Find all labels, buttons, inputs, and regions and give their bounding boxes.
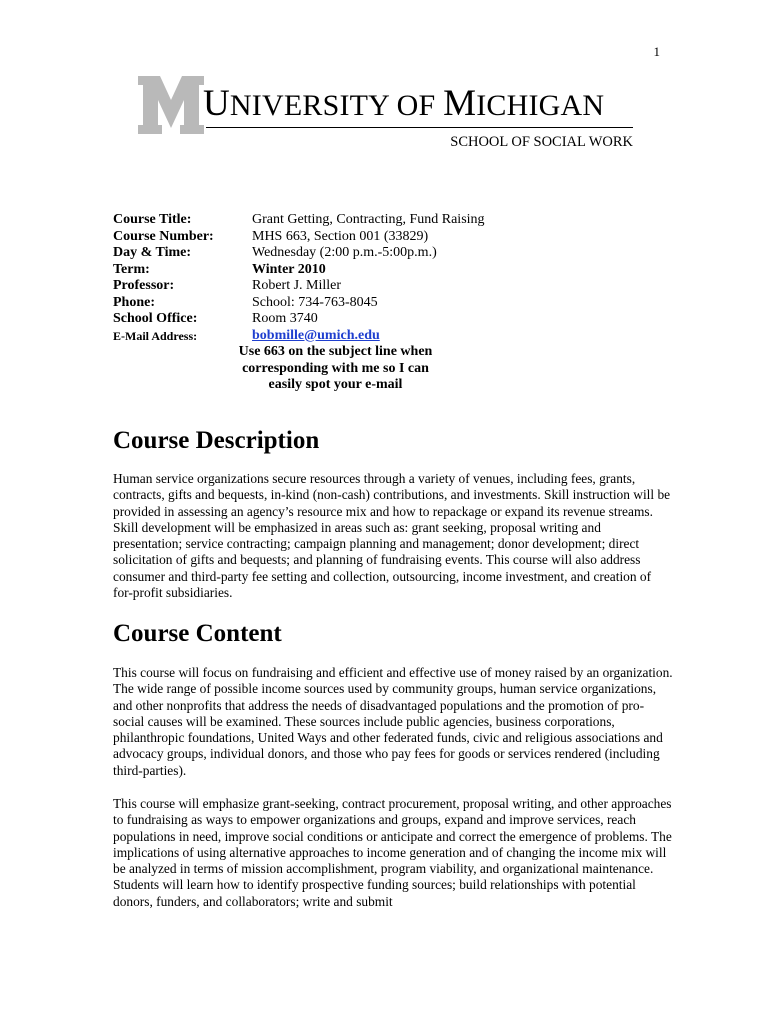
page-number: 1 (653, 44, 660, 59)
university-block-m-logo (138, 76, 204, 134)
info-label: Professor: (113, 278, 175, 293)
course-content-paragraph-2: This course will emphasize grant-seeking, contract procurement, proposal writing, and other approaches to fundraising as ways to empower organizations and groups, expand and improve services, reach populations in need, improve social conditions or anticipate and correct the emergence of problems. The implications of using alternative approaches to income generation and of changing the income mix will be analyzed in terms of mission accomplishment, program viability, and organizational maintenance. Students will learn how to identify prospective funding sources; build relationships with potential donors, funders, and collaborators; write and submit (113, 796, 672, 909)
info-label: E-Mail Address: (113, 328, 198, 343)
university-title: UNIVERSITY OF MICHIGAN (203, 83, 605, 124)
header-divider (206, 127, 633, 128)
info-label: School Office: (113, 311, 198, 326)
email-link[interactable]: bobmille@umich.edu (252, 327, 380, 343)
info-label: Course Number: (113, 228, 214, 244)
school-name: SCHOOL OF SOCIAL WORK (450, 134, 633, 150)
info-label: Phone: (113, 294, 155, 310)
info-value: Room 3740 (252, 311, 318, 326)
info-value: Wednesday (2:00 p.m.-5:00p.m.) (252, 245, 437, 260)
info-value: Robert J. Miller (252, 278, 342, 293)
email-subject-note: Use 663 on the subject line when corresponding with me so I can easily spot your e-mail (238, 344, 433, 392)
info-label: Term: (113, 261, 150, 277)
info-value (252, 328, 380, 345)
info-label: Day & Time: (113, 245, 192, 260)
info-label: Course Title: (113, 212, 192, 227)
section-heading-course-content: Course Content (113, 620, 282, 647)
course-content-paragraph-1: This course will focus on fundraising and efficient and effective use of money raised by an organization. The wide range of possible income sources used by community groups, human service organizations, and other nonprofits that address the needs of disadvantaged populations and the promotion of pro-social causes will be examined. These sources include public agencies, business corporations, philanthropic foundations, United Ways and other federated funds, civic and religious associations and advocacy groups, individual donors, and those who pay fees for goods or services rendered (including third-parties). (113, 665, 673, 778)
info-value: Winter 2010 (252, 261, 326, 277)
section-heading-course-description: Course Description (113, 427, 320, 454)
info-value: MHS 663, Section 001 (33829) (252, 228, 429, 244)
info-value: Grant Getting, Contracting, Fund Raising (252, 212, 485, 227)
info-value: School: 734-763-8045 (252, 294, 378, 310)
course-description-paragraph: Human service organizations secure resources through a variety of venues, including fees, grants, contracts, gifts and bequests, in-kind (non-cash) contributions, and investments. Skill instruction will be provided in assessing an agency’s resource mix and how to repackage or expand its revenue streams. Skill development will be emphasized in areas such as: grant seeking, proposal writing and presentation; service contracting; campaign planning and management; donor development; direct solicitation of gifts and bequests; and planning of fundraising events. This course will also address consumer and third-party fee setting and collection, outsourcing, income investment, and creation of for-profit subsidiaries. (113, 471, 671, 601)
